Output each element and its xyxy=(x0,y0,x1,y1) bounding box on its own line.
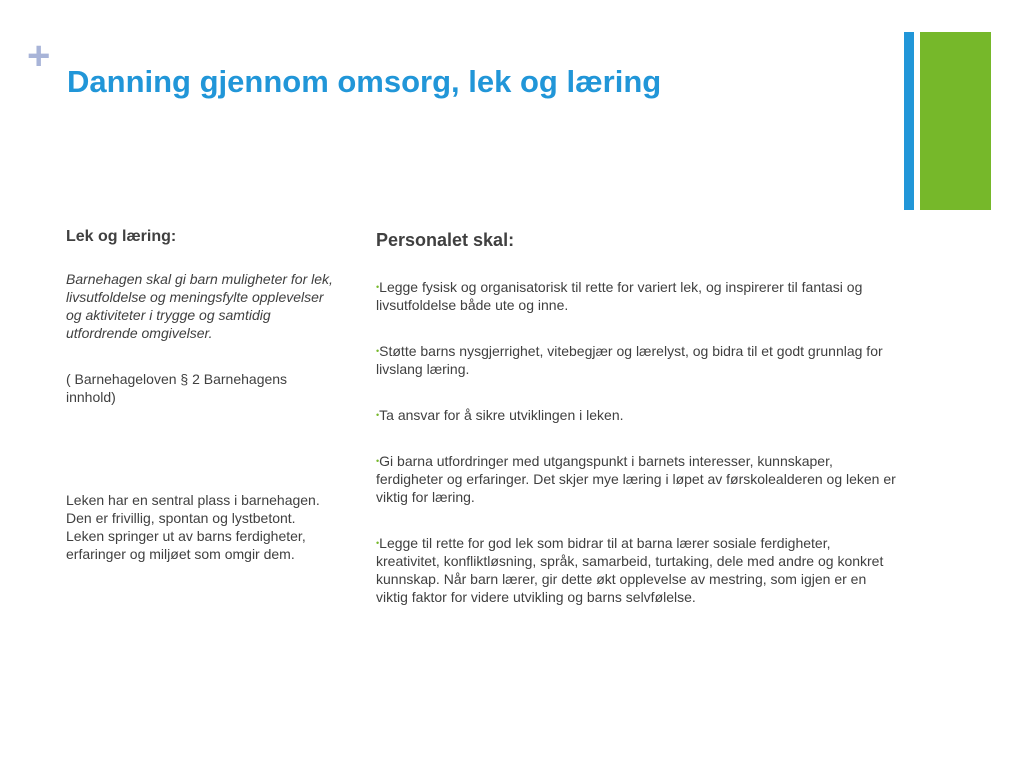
law-quote: Barnehagen skal gi barn muligheter for lek, livsutfoldelse og meningsfylte opplevelser og aktiviteter i trygge og samtidig utfordrende omgivelser. xyxy=(66,271,333,341)
bullet-icon: • xyxy=(376,282,380,292)
law-source: ( Barnehageloven § 2 Barnehagens innhold) xyxy=(66,371,288,405)
right-column xyxy=(376,228,896,634)
bullet-text: Ta ansvar for å sikre utviklingen i leken. xyxy=(379,407,624,423)
bullet-list xyxy=(376,278,896,606)
slide-title: Danning gjennom omsorg, lek og læring xyxy=(67,64,662,99)
left-column xyxy=(66,226,336,563)
bullet-text: Gi barna utfordringer med utgangspunkt i barnets interesser, kunnskaper, ferdigheter og erfaringer. Det skjer mye læring i løpet av førskolealderen og leken er viktig for læring. xyxy=(376,453,896,505)
list-item xyxy=(376,406,896,424)
plus-icon: + xyxy=(27,34,51,78)
bullet-text: Legge fysisk og organisatorisk til rette for variert lek, og inspirerer til fantasi og livsutfoldelse både ute og inne. xyxy=(376,279,863,313)
accent-bar-green xyxy=(920,32,991,210)
bullet-icon: • xyxy=(376,410,380,420)
list-item xyxy=(376,278,896,314)
left-heading: Lek og læring: xyxy=(66,228,177,245)
bullet-icon: • xyxy=(376,538,380,548)
play-summary: Leken har en sentral plass i barnehagen. Den er frivillig, spontan og lystbetont. Leken springer ut av barns ferdigheter, erfaringer og miljøet som omgir dem. xyxy=(66,492,320,562)
bullet-icon: • xyxy=(376,346,380,356)
bullet-icon: • xyxy=(376,456,380,466)
accent-bar-blue xyxy=(904,32,914,210)
list-item xyxy=(376,452,896,506)
right-heading: Personalet skal: xyxy=(376,230,515,250)
list-item xyxy=(376,342,896,378)
list-item xyxy=(376,534,896,606)
bullet-text: Støtte barns nysgjerrighet, vitebegjær og lærelyst, og bidra til et godt grunnlag for livslang læring. xyxy=(376,343,883,377)
bullet-text: Legge til rette for god lek som bidrar til at barna lærer sosiale ferdigheter, kreativitet, konfliktløsning, språk, samarbeid, turtaking, dele med andre og konkret kunnskap. Når barn lærer, gir dette økt opplevelse av mestring, som igjen er en viktig faktor for videre utvikling og barns selvfølelse. xyxy=(376,535,884,605)
